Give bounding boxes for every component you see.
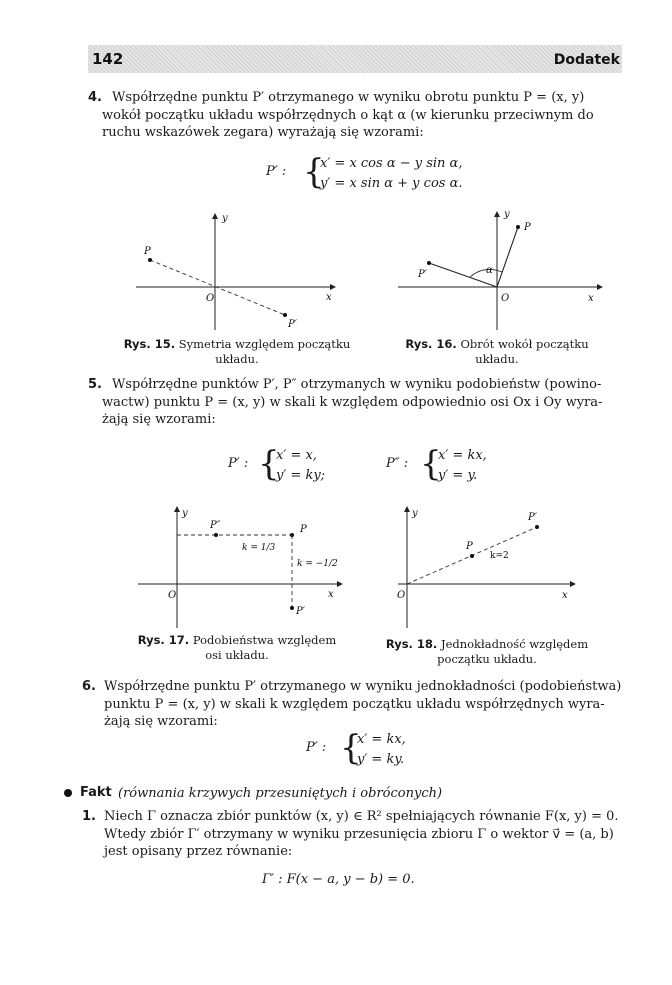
fig16-caption: Rys. 16. Obrót wokół początku układu.	[405, 337, 589, 366]
fig17-k-vertical: k = −1/2	[297, 559, 338, 569]
item1-line3: jest opisany przez równanie:	[104, 844, 293, 859]
fig17-diagram	[132, 500, 352, 630]
fig16-label-p-prime: P′	[418, 269, 427, 280]
item5-f2-line2: y′ = y.	[438, 468, 478, 483]
item1-line1: Niech Γ oznacza zbiór punktów (x, y) ∈ R² spełniających równanie F(x, y) = 0.	[104, 809, 619, 824]
item5-f1-line2: y′ = ky;	[276, 468, 326, 483]
item4-line1: Współrzędne punktu P′ otrzymanego w wyniku obrotu punktu P = (x, y)	[112, 90, 585, 105]
item1-number: 1.	[82, 809, 96, 824]
fakt-bullet	[64, 789, 72, 797]
fig16-angle: α	[486, 265, 493, 276]
fig17-point-p	[290, 533, 294, 537]
fig17-point-p-prime	[290, 606, 294, 610]
item4-formula-label: P′ :	[266, 164, 287, 179]
fig15-label-p: P	[144, 246, 151, 257]
item6-formula-line2: y′ = ky.	[357, 752, 405, 767]
item6-formula-label: P′ :	[306, 740, 327, 755]
fig16-origin: O	[501, 293, 510, 304]
fig17-label-p-prime: P′	[296, 606, 305, 617]
item5-f2-label: P″ :	[386, 456, 409, 471]
fakt-subtitle: (równania krzywych przesuniętych i obróconych)	[118, 786, 443, 801]
item5-line1: Współrzędne punktów P′, P″ otrzymanych w wyniku podobieństw (powino-	[112, 377, 602, 392]
fig16-label-p: P	[524, 222, 531, 233]
fig18-point-p-prime	[535, 525, 539, 529]
fig18-axis-x: x	[562, 590, 568, 601]
item6-line3: żają się wzorami:	[104, 714, 218, 729]
item5-line3: żają się wzorami:	[102, 412, 216, 427]
item5-f2-brace: {	[420, 444, 442, 484]
fig17-origin: O	[168, 590, 177, 601]
item4-number: 4.	[88, 90, 102, 105]
fig15-point-p	[148, 258, 152, 262]
fig15-label-p-prime: P′	[288, 319, 297, 330]
fig17-caption: Rys. 17. Podobieństwa względem osi układu.	[137, 633, 337, 662]
item4-line2: wokół początku układu współrzędnych o kąt α (w kierunku przeciwnym do	[102, 108, 594, 123]
fig16-axis-x: x	[588, 293, 594, 304]
fig18-origin: O	[397, 590, 406, 601]
section-title: Dodatek	[553, 52, 620, 68]
item6-formula-line1: x′ = kx,	[357, 732, 406, 747]
item4-line3: ruchu wskazówek zegara) wyrażają się wzorami:	[102, 125, 424, 140]
item6-line1: Współrzędne punktu P′ otrzymanego w wyniku jednokładności (podobieństwa)	[104, 679, 622, 694]
fig18-caption: Rys. 18. Jednokładność względem początku układu.	[385, 637, 589, 666]
page-number: 142	[92, 50, 124, 68]
fig18-label-p-prime: P′	[528, 512, 537, 523]
item5-f1-brace: {	[258, 444, 280, 484]
fig17-point-p-double	[214, 533, 218, 537]
fig16-point-p-prime	[427, 261, 431, 265]
fig15-diagram	[130, 205, 350, 335]
item6-brace: {	[340, 728, 362, 768]
fig15-caption: Rys. 15. Symetria względem początku układu.	[123, 337, 351, 366]
fig17-axis-x: x	[328, 589, 334, 600]
item5-f2-line1: x′ = kx,	[438, 448, 487, 463]
fig15-axis-y: y	[222, 213, 228, 224]
fig18-k-value: k=2	[490, 551, 509, 561]
item5-line2: wactw) punktu P = (x, y) w skali k względem odpowiednio osi Ox i Oy wyra-	[102, 395, 603, 410]
fig17-axis-y: y	[182, 508, 188, 519]
fig15-axis-x: x	[326, 292, 332, 303]
fig17-label-p-double: P″	[210, 520, 221, 531]
fig17-k-horizontal: k = 1/3	[242, 543, 276, 553]
item4-formula-line2: y′ = x sin α + y cos α.	[320, 176, 463, 191]
fig18-point-p	[470, 554, 474, 558]
fakt-title: Fakt	[80, 785, 112, 800]
item6-line2: punktu P = (x, y) w skali k względem początku układu współrzędnych wyra-	[104, 697, 605, 712]
fig15-point-p-prime	[283, 313, 287, 317]
fig15-origin: O	[206, 293, 215, 304]
item1-line2: Wtedy zbiór Γ′ otrzymany w wyniku przesunięcia zbioru Γ o wektor v⃗ = (a, b)	[104, 827, 614, 842]
fig18-label-p: P	[466, 541, 473, 552]
fig16-diagram	[392, 205, 612, 335]
item4-brace: {	[303, 152, 325, 192]
fig17-label-p: P	[300, 524, 307, 535]
item5-f1-label: P′ :	[228, 456, 249, 471]
item4-formula-line1: x′ = x cos α − y sin α,	[320, 156, 463, 171]
fig16-axis-y: y	[504, 209, 510, 220]
fig16-point-p	[516, 225, 520, 229]
item1-formula: Γ′ : F(x − a, y − b) = 0.	[262, 872, 415, 887]
item5-f1-line1: x′ = x,	[276, 448, 317, 463]
fig18-diagram	[392, 500, 612, 630]
header-bar	[88, 45, 622, 73]
item6-number: 6.	[82, 679, 96, 694]
item5-number: 5.	[88, 377, 102, 392]
fig18-axis-y: y	[412, 508, 418, 519]
